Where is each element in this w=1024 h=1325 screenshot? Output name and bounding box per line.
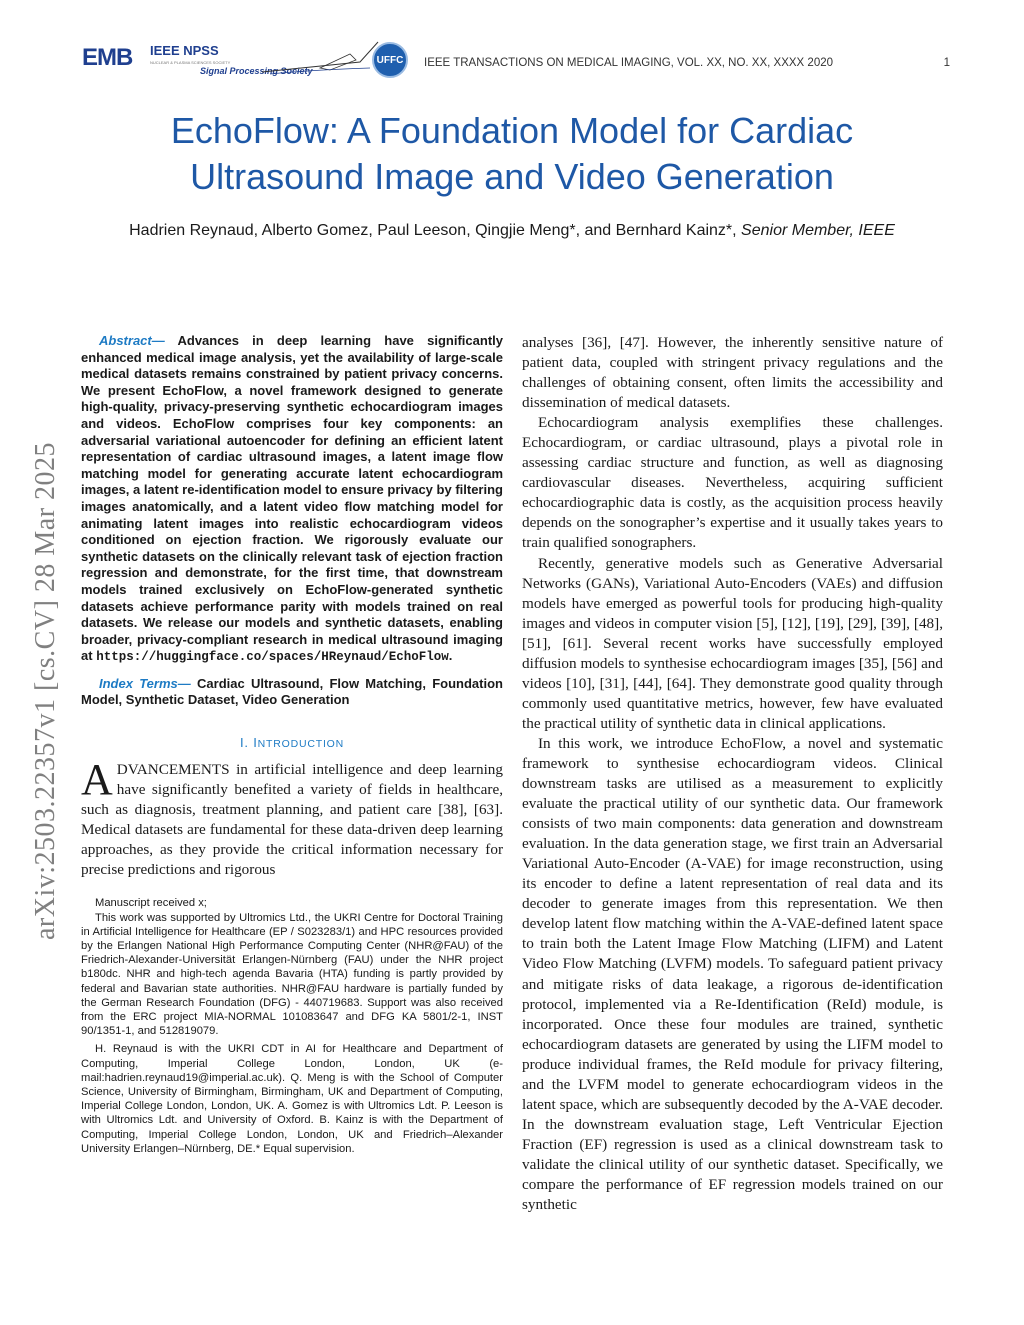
footnotes [81,896,503,1156]
abstract-end: . [448,648,453,664]
author-membership: Senior Member, IEEE [741,222,895,239]
society-logos [80,40,410,82]
paper-title [60,108,964,200]
footnote-support: This work was supported by Ultromics Ltd., the UKRI Centre for Doctoral Training in Artificial Intelligence for Healthcare (EP / S023283/1) and HPC resources provided by the Erlangen National High Performance Computing Center (NHR@FAU) of the Friedrich-Alexander-Universität Erlangen-Nürnberg (FAU) under the NHR project b180dc. NHR and high-tech agenda Bavaria (HTA) funding is partly provided by federal and Bavarian state authorities. NHR@FAU hardware is partially funded by the German Research Foundation (DFG) - 440719683. Support was also received from the ERC project MIA-NORMAL 101083647 and DFG KA 5801/2-1, INST 90/1351-1, and 512819079. [81,911,503,1038]
footnote-received: Manuscript received x; [95,897,207,910]
right-column [522,333,943,1215]
index-terms-text: Cardiac Ultrasound, Flow Matching, Foundation Model, Synthetic Dataset, Video Generation [81,675,503,708]
arxiv-stamp: arXiv:2503.22357v1 [cs.CV] 28 Mar 2025 [30,441,61,940]
sps-logo-text: Signal Processing Society [200,66,313,76]
title-line-2: Ultrasound Image and Video Generation [190,156,834,197]
body-paragraph-3: Recently, generative models such as Generative Adversarial Networks (GANs), Variational Auto-Encoders (VAEs) and diffusion models have emerged as powerful tools for producing high-quality images and videos in computer vision [5], [12], [19], [29], [39], [48], [51], [61]. Several recent works have successfully employed diffusion models to synthesise echocardiogram images [35], [56] and videos [10], [31], [44], [64]. They demonstrate good quality through commonly used quantitative metrics, however, few have evaluated the practical utility of synthetic data in clinical applications. [522,554,943,732]
npss-logo-text: IEEE NPSS [150,43,219,58]
sps-logo-icon [260,40,380,80]
uffc-logo: UFFC [372,42,408,78]
footnote-affiliations: H. Reynaud is with the UKRI CDT in AI for Healthcare and Department of Computing, Imperial College London, London, UK (e-mail:hadrien.reynaud19@imperial.ac.uk). Q. Meng is with the School of Computer Science, University of Birmingham, Birmingham, UK and Department of Computing, Imperial College London, London, UK. A. Gomez is with Ultromics Ldt. P. Leeson is with Ultromics Ldt. and University of Oxford. B. Kainz is with the Department of Computing, Imperial College London, London, UK and Friedrich–Alexander University Erlangen–Nürnberg, DE.* Equal supervision. [81,1043,503,1155]
emb-logo: EMB [82,44,133,71]
title-line-1: EchoFlow: A Foundation Model for Cardiac [170,110,854,151]
author-names: Hadrien Reynaud, Alberto Gomez, Paul Leeson, Qingjie Meng*, and Bernhard Kainz*, [129,222,737,239]
npss-logo [150,44,230,65]
body-paragraph-1: analyses [36], [47]. However, the inherently sensitive nature of patient data, coupled with stringent privacy regulations and the challenges of obtaining consent, often limits the accessibility and dissemination of medical datasets. [522,334,943,412]
intro-paragraph-1-text: DVANCEMENTS in artificial intelligence and deep learning have significantly benefited a variety of fields in healthcare, such as diagnosis, treatment planning, and patient care [38], [63]. Medical datasets are fundamental for these data-driven deep learning approaches, as they provide the critical information necessary for precise predictions and rigorous [81,761,503,879]
body-paragraph-2: Echocardiogram analysis exemplifies these challenges. Echocardiogram, or cardiac ultrasound, plays a pivotal role in assessing cardiac structure and function, as well as diagnosing cardiovascular diseases. Nevertheless, acquiring sufficient echocardiographic data is costly, as the acquisition process heavily depends on the sonographer’s expertise and it usually takes years to train qualified sonographers. [522,414,943,552]
author-list [60,222,964,240]
release-link[interactable]: https://huggingface.co/spaces/HReynaud/EchoFlow [96,650,449,665]
section-numeral: I. [239,735,249,751]
page-number: 1 [943,57,950,69]
abstract-text: Advances in deep learning have significantly enhanced medical image analysis, yet the availability of large-scale medical datasets remains constrained by patient privacy concerns. We present EchoFlow, a novel framework designed to generate high-quality, privacy-preserving synthetic echocardiogram images and videos. EchoFlow comprises four key components: an adversarial variational autoencoder for defining an efficient latent representation of cardiac ultrasound images, a latent image flow matching model for generating accurate latent echocardiogram images, a latent re-identification model to ensure privacy by filtering images anatomically, and a latent video flow matching model for animating latent images into realistic echocardiogram videos conditioned on ejection fraction. We rigorously evaluate our synthetic datasets on the clinically relevant task of ejection fraction regression and demonstrate, for the first time, that downstream models trained exclusively on EchoFlow-generated synthetic datasets achieve performance parity with models trained on real datasets. We release our models and synthetic datasets, enabling broader, privacy-compliant research in medical ultrasound imaging at [81,333,503,664]
left-column [81,333,503,1156]
abstract-label: Abstract— [99,333,165,348]
drop-cap: A [81,755,113,805]
index-terms-label: Index Terms— [99,675,191,691]
intro-paragraph-1 [81,755,503,880]
running-header [424,57,954,69]
index-terms [81,676,503,709]
section-heading-introduction [81,735,503,750]
abstract [81,333,503,666]
journal-name: IEEE TRANSACTIONS ON MEDICAL IMAGING, VOL. XX, NO. XX, XXXX 2020 [424,57,834,69]
body-paragraph-4: In this work, we introduce EchoFlow, a novel and systematic framework to synthesise echocardiogram videos. Clinical downstream tasks are utilised as a measurement to explicitly evaluate the practical utility of our synthetic data. Our framework consists of two main components: data generation and downstream evaluation. In the data generation stage, we first train an Adversarial Variational Auto-Encoder (A-VAE) for image reconstruction, using its encoder to define a latent representation of real data and its decoder to generate images from this representation. We then develop latent flow matching within the A-VAE-defined latent space to train both the Latent Image Flow Matching (LIFM) and Latent Video Flow Matching (LVFM) models. To safeguard patient privacy and mitigate risks of data leakage, a rigorous de-identification protocol, implemented via a Re-Identification (ReId) module, is incorporated. Once these four modules are trained, synthetic echocardiogram datasets are generated by using the LIFM model to produce individual frames, the ReId module for privacy filtering, and the LVFM model to generate echocardiogram videos in the latent space, which are subsequently decoded by the A-VAE decoder. In the downstream evaluation stage, Left Ventricular Ejection Fraction (EF) regression is used as a clinical downstream task to validate the clinical utility of our synthetic dataset. Specifically, we compare the performance of EF regression models trained on our synthetic [522,734,943,1214]
section-title-cap: I [253,735,258,751]
section-title-rest: NTRODUCTION [257,738,345,751]
npss-logo-subtext: NUCLEAR & PLASMA SCIENCES SOCIETY [150,60,231,65]
